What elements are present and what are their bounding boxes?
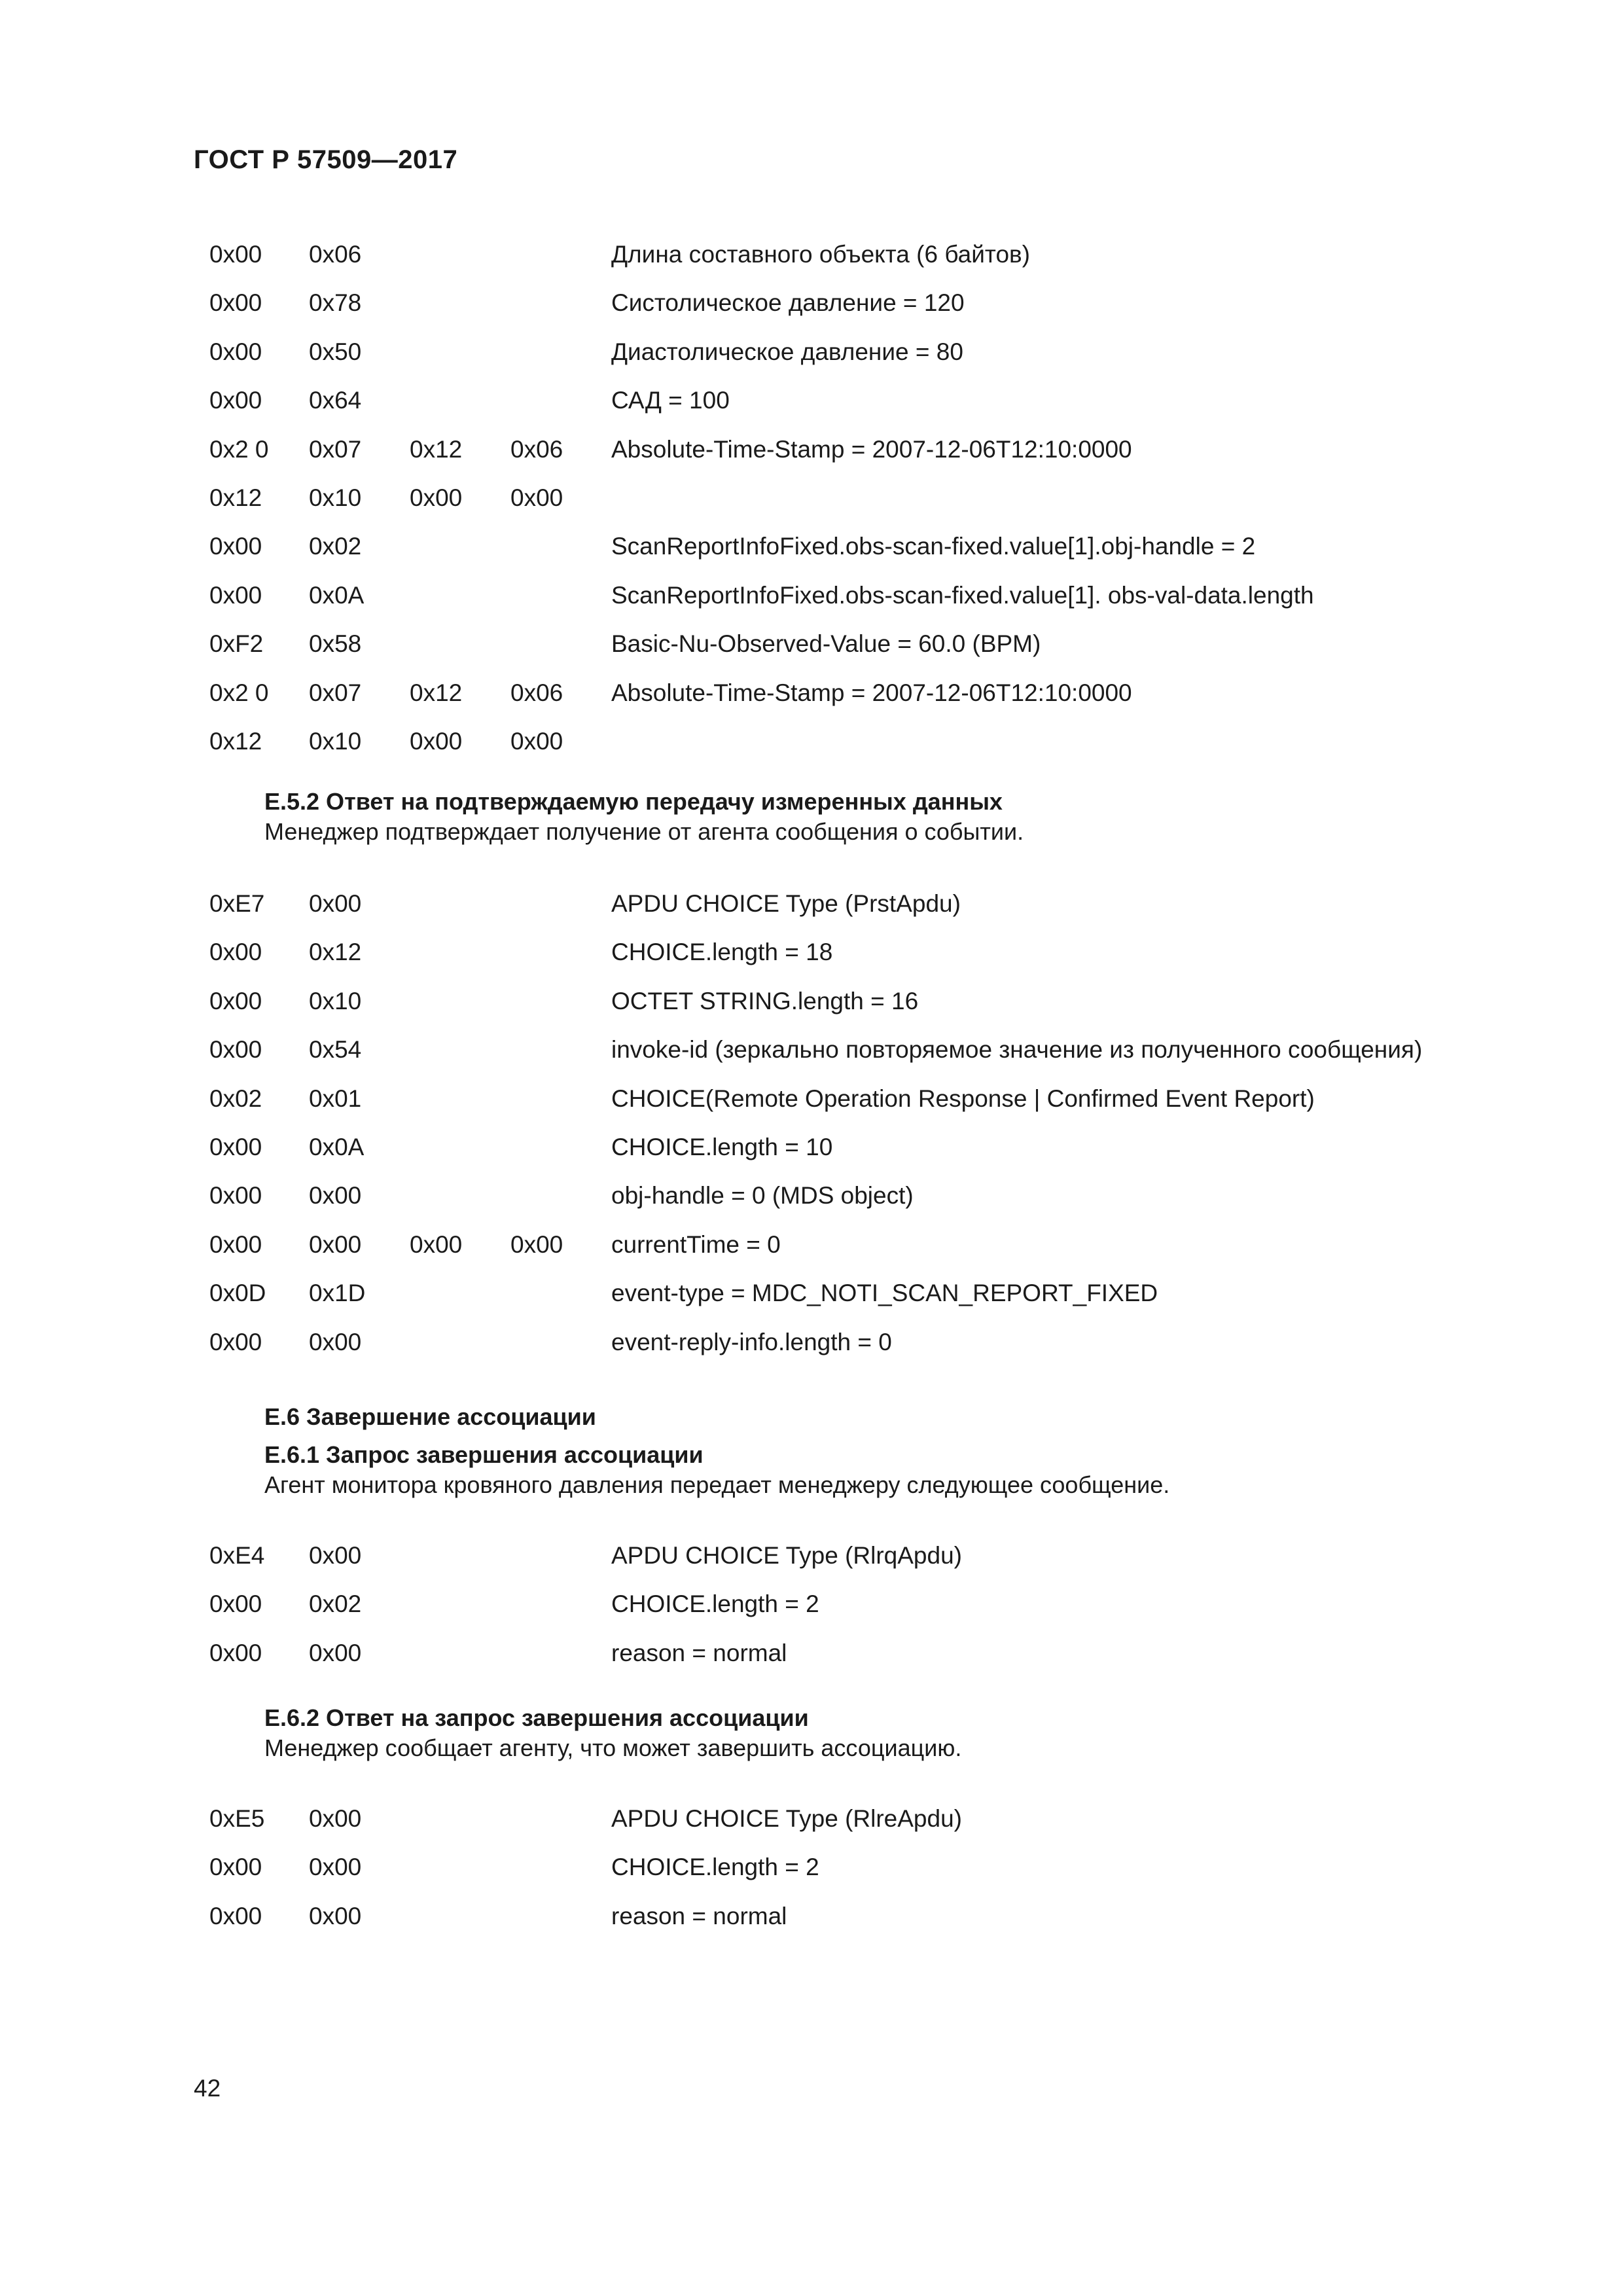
- description-cell: CHOICE.length = 18: [611, 939, 833, 966]
- byte-cell: 0x02: [309, 1590, 362, 1618]
- table-row: [0, 880, 1623, 928]
- document-header: ГОСТ Р 57509—2017: [194, 145, 458, 174]
- byte-cell: 0x2 0: [209, 435, 269, 463]
- byte-cell: 0x10: [309, 987, 362, 1014]
- byte-cell: 0x00: [309, 1805, 362, 1832]
- byte-cell: 0x00: [309, 1542, 362, 1569]
- description-cell: APDU CHOICE Type (RlreApdu): [611, 1805, 962, 1832]
- table-row: [0, 230, 1623, 279]
- byte-cell: 0x00: [209, 1902, 262, 1929]
- byte-cell: 0x10: [309, 727, 362, 755]
- byte-cell: 0x00: [410, 727, 463, 755]
- byte-cell: 0x00: [209, 1328, 262, 1355]
- table-row: [0, 1269, 1623, 1318]
- byte-cell: 0x00: [309, 1902, 362, 1929]
- description-cell: Absolute-Time-Stamp = 2007-12-06T12:10:0000: [611, 679, 1132, 706]
- table-row: [0, 1795, 1623, 1843]
- section-heading-e61: Е.6.1 Запрос завершения ассоциации: [264, 1441, 704, 1468]
- section-text-e61: Агент монитора кровяного давления передает менеджеру следующее сообщение.: [264, 1471, 1170, 1498]
- description-cell: event-reply-info.length = 0: [611, 1328, 892, 1355]
- section-heading-e62: Е.6.2 Ответ на запрос завершения ассоциации: [264, 1704, 809, 1731]
- description-cell: Basic-Nu-Observed-Value = 60.0 (BPM): [611, 630, 1041, 658]
- byte-cell: 0x2 0: [209, 679, 269, 706]
- byte-cell: 0x00: [209, 289, 262, 317]
- byte-cell: 0x0A: [309, 581, 365, 609]
- byte-cell: 0x00: [209, 1036, 262, 1064]
- table-row: [0, 1892, 1623, 1941]
- table-row: [0, 376, 1623, 425]
- section-text-e52: Менеджер подтверждает получение от агента сообщения о событии.: [264, 818, 1024, 845]
- byte-cell: 0x02: [209, 1085, 262, 1112]
- description-cell: Диастолическое давление = 80: [611, 338, 963, 365]
- byte-cell: 0x00: [510, 1230, 563, 1258]
- byte-cell: 0x00: [410, 484, 463, 511]
- table-row: [0, 717, 1623, 766]
- description-cell: APDU CHOICE Type (RlrqApdu): [611, 1542, 962, 1569]
- byte-cell: 0x12: [410, 435, 463, 463]
- table-row: [0, 522, 1623, 571]
- description-cell: obj-handle = 0 (MDS object): [611, 1182, 914, 1210]
- description-cell: invoke-id (зеркально повторяемое значение из полученного сообщения): [611, 1036, 1423, 1064]
- byte-cell: 0x00: [209, 939, 262, 966]
- byte-cell: 0xF2: [209, 630, 264, 658]
- byte-cell: 0x64: [309, 387, 362, 414]
- description-cell: CHOICE.length = 2: [611, 1854, 819, 1881]
- table-row: [0, 977, 1623, 1026]
- section-heading-e52: Е.5.2 Ответ на подтверждаемую передачу измеренных данных: [264, 788, 1003, 815]
- byte-cell: 0x00: [209, 338, 262, 365]
- description-cell: Длина составного объекта (6 байтов): [611, 241, 1031, 268]
- byte-cell: 0x00: [410, 1230, 463, 1258]
- byte-cell: 0x00: [209, 533, 262, 560]
- table-row: [0, 425, 1623, 474]
- table-row: [0, 1221, 1623, 1269]
- table-row: [0, 1172, 1623, 1220]
- description-cell: САД = 100: [611, 387, 730, 414]
- byte-cell: 0x00: [309, 1182, 362, 1210]
- byte-cell: 0x02: [309, 533, 362, 560]
- description-cell: CHOICE.length = 10: [611, 1133, 833, 1160]
- byte-cell: 0x12: [209, 727, 262, 755]
- description-cell: event-type = MDC_NOTI_SCAN_REPORT_FIXED: [611, 1280, 1158, 1307]
- table-row: [0, 1532, 1623, 1580]
- table-row: [0, 1843, 1623, 1892]
- table-row: [0, 1123, 1623, 1172]
- byte-cell: 0x00: [309, 1230, 362, 1258]
- byte-cell: 0xE5: [209, 1805, 265, 1832]
- section-text-e62: Менеджер сообщает агенту, что может завершить ассоциацию.: [264, 1734, 962, 1761]
- section-heading-e6: Е.6 Завершение ассоциации: [264, 1403, 596, 1430]
- byte-cell: 0x00: [510, 484, 563, 511]
- byte-cell: 0x58: [309, 630, 362, 658]
- byte-cell: 0x78: [309, 289, 362, 317]
- byte-table-release-request: [0, 1532, 1623, 1677]
- byte-cell: 0x12: [209, 484, 262, 511]
- byte-cell: 0x00: [309, 1328, 362, 1355]
- table-row: [0, 1026, 1623, 1074]
- table-row: [0, 328, 1623, 376]
- byte-cell: 0x0A: [309, 1133, 365, 1160]
- byte-cell: 0x06: [309, 241, 362, 268]
- byte-cell: 0x00: [209, 1639, 262, 1666]
- description-cell: reason = normal: [611, 1902, 787, 1929]
- byte-cell: 0x00: [309, 890, 362, 917]
- byte-cell: 0x01: [309, 1085, 362, 1112]
- description-cell: CHOICE(Remote Operation Response | Confirmed Event Report): [611, 1085, 1315, 1112]
- description-cell: CHOICE.length = 2: [611, 1590, 819, 1618]
- byte-cell: 0x06: [510, 435, 563, 463]
- byte-cell: 0x1D: [309, 1280, 366, 1307]
- byte-cell: 0x00: [209, 1590, 262, 1618]
- byte-cell: 0x00: [209, 1230, 262, 1258]
- table-row: [0, 620, 1623, 668]
- byte-cell: 0x50: [309, 338, 362, 365]
- table-row: [0, 928, 1623, 977]
- page-number: 42: [194, 2075, 221, 2102]
- byte-cell: 0x54: [309, 1036, 362, 1064]
- table-row: [0, 1629, 1623, 1677]
- description-cell: reason = normal: [611, 1639, 787, 1666]
- description-cell: ScanReportInfoFixed.obs-scan-fixed.value[1].obj-handle = 2: [611, 533, 1256, 560]
- byte-cell: 0x00: [209, 1854, 262, 1881]
- byte-cell: 0x00: [209, 241, 262, 268]
- table-row: [0, 571, 1623, 620]
- byte-cell: 0x00: [309, 1854, 362, 1881]
- byte-cell: 0x00: [209, 1182, 262, 1210]
- byte-cell: 0x00: [510, 727, 563, 755]
- byte-cell: 0x0D: [209, 1280, 266, 1307]
- table-row: [0, 279, 1623, 327]
- byte-cell: 0x07: [309, 679, 362, 706]
- byte-cell: 0xE4: [209, 1542, 265, 1569]
- table-row: [0, 1318, 1623, 1367]
- description-cell: ScanReportInfoFixed.obs-scan-fixed.value[1]. obs-val-data.length: [611, 581, 1314, 609]
- description-cell: Absolute-Time-Stamp = 2007-12-06T12:10:0000: [611, 435, 1132, 463]
- byte-cell: 0x00: [209, 581, 262, 609]
- table-row: [0, 1580, 1623, 1628]
- byte-cell: 0x00: [209, 1133, 262, 1160]
- byte-cell: 0x07: [309, 435, 362, 463]
- description-cell: Систолическое давление = 120: [611, 289, 965, 317]
- description-cell: APDU CHOICE Type (PrstApdu): [611, 890, 961, 917]
- byte-table-scan-report: [0, 230, 1623, 766]
- byte-table-event-response: [0, 880, 1623, 1367]
- byte-cell: 0x00: [209, 987, 262, 1014]
- byte-cell: 0x10: [309, 484, 362, 511]
- byte-table-release-response: [0, 1795, 1623, 1941]
- byte-cell: 0x00: [209, 387, 262, 414]
- byte-cell: 0x00: [309, 1639, 362, 1666]
- description-cell: OCTET STRING.length = 16: [611, 987, 919, 1014]
- description-cell: currentTime = 0: [611, 1230, 781, 1258]
- byte-cell: 0x12: [309, 939, 362, 966]
- byte-cell: 0x12: [410, 679, 463, 706]
- byte-cell: 0x06: [510, 679, 563, 706]
- table-row: [0, 1075, 1623, 1123]
- byte-cell: 0xE7: [209, 890, 265, 917]
- table-row: [0, 669, 1623, 717]
- table-row: [0, 474, 1623, 522]
